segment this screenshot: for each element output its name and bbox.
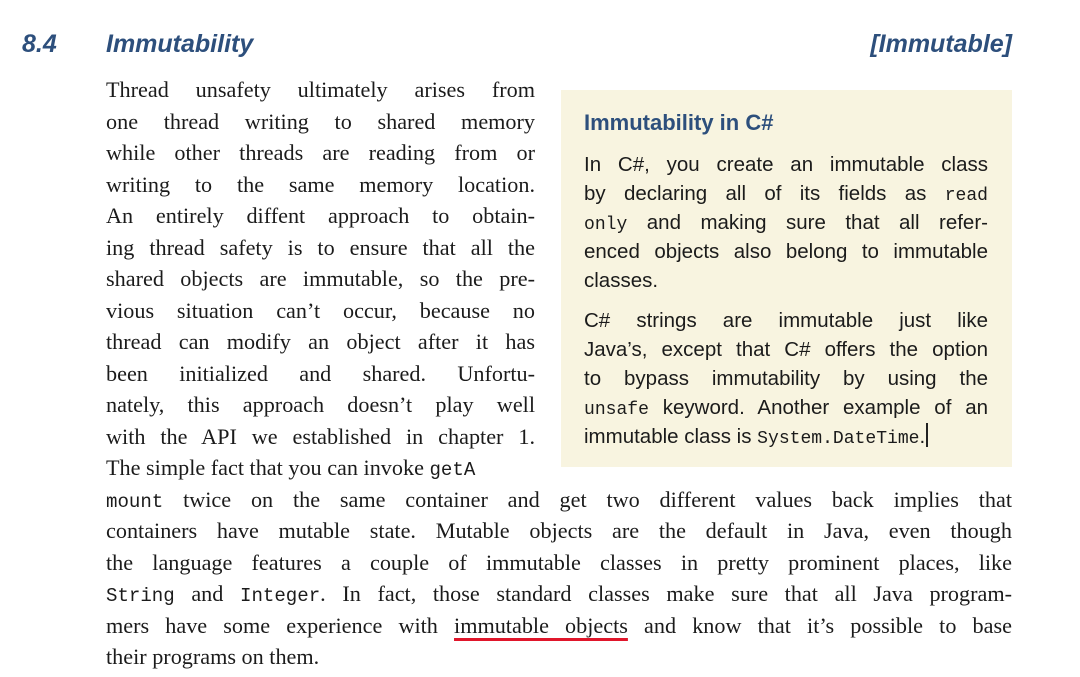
body-line: one thread writing to shared memory <box>106 108 535 134</box>
sidebar-line: immutable class is System.DateTime. <box>584 422 988 454</box>
body-line: ing thread safety is to ensure that all the <box>106 234 535 260</box>
body-line: shared objects are immutable, so the pre- <box>106 266 535 291</box>
sidebar-line: Java’s, except that C# offers the option <box>584 338 988 361</box>
underlined-phrase: immutable objects <box>454 612 628 638</box>
body-line: been initialized and shared. Unfortu- <box>106 360 535 386</box>
inline-code: String <box>106 585 175 607</box>
sidebar-line: enced objects also belong to immutable <box>584 240 988 263</box>
body-line: nately, this approach doesn’t play well <box>106 392 535 417</box>
body-line: their programs on them. <box>106 644 320 669</box>
body-line: mers have some experience with immutable objects and know that it’s possible to base <box>106 612 1012 638</box>
sidebar-line: C# strings are immutable just like <box>584 309 988 332</box>
section-title: Immutability <box>106 30 254 58</box>
sidebar-line: only and making sure that all refer- <box>584 211 988 235</box>
body-line: while other threads are reading from or <box>106 140 535 165</box>
inline-code: read <box>944 186 988 206</box>
sidebar-line: In C#, you create an immutable class <box>584 153 988 176</box>
body-line: the language features a couple of immutable classes in pretty prominent places, like <box>106 549 1012 575</box>
sidebar-line: classes. <box>584 269 659 292</box>
inline-code: getA <box>429 459 476 481</box>
sidebar-box <box>561 90 1012 467</box>
sidebar-line: to bypass immutability by using the <box>584 367 988 390</box>
inline-code: Integer <box>240 585 321 607</box>
body-line: with the API we established in chapter 1. <box>106 423 535 449</box>
body-line: String and Integer. In fact, those standard classes make sure that all Java program- <box>106 581 1012 607</box>
sidebar-line: unsafe keyword. Another example of an <box>584 396 988 420</box>
body-line: writing to the same memory location. <box>106 171 535 197</box>
sidebar-title: Immutability in C# <box>584 110 774 135</box>
inline-code: only <box>584 215 628 235</box>
section-annotation-tag: [Immutable] <box>870 30 1012 58</box>
body-line: An entirely diffent approach to obtain- <box>106 203 535 228</box>
inline-code: mount <box>106 490 164 513</box>
body-line: thread can modify an object after it has <box>106 329 535 354</box>
section-number: 8.4 <box>22 30 57 58</box>
body-line: The simple fact that you can invoke getA <box>106 455 476 481</box>
sidebar-line: by declaring all of its fields as read <box>584 182 988 206</box>
body-line: vious situation can’t occur, because no <box>106 297 535 323</box>
inline-code: unsafe <box>584 400 649 420</box>
inline-code: System.DateTime <box>757 429 920 449</box>
body-line: containers have mutable state. Mutable objects are the default in Java, even though <box>106 518 1012 543</box>
body-line: Thread unsafety ultimately arises from <box>106 77 535 102</box>
text-cursor <box>926 423 928 447</box>
body-line: mount twice on the same container and get two different values back implies that <box>106 486 1012 513</box>
